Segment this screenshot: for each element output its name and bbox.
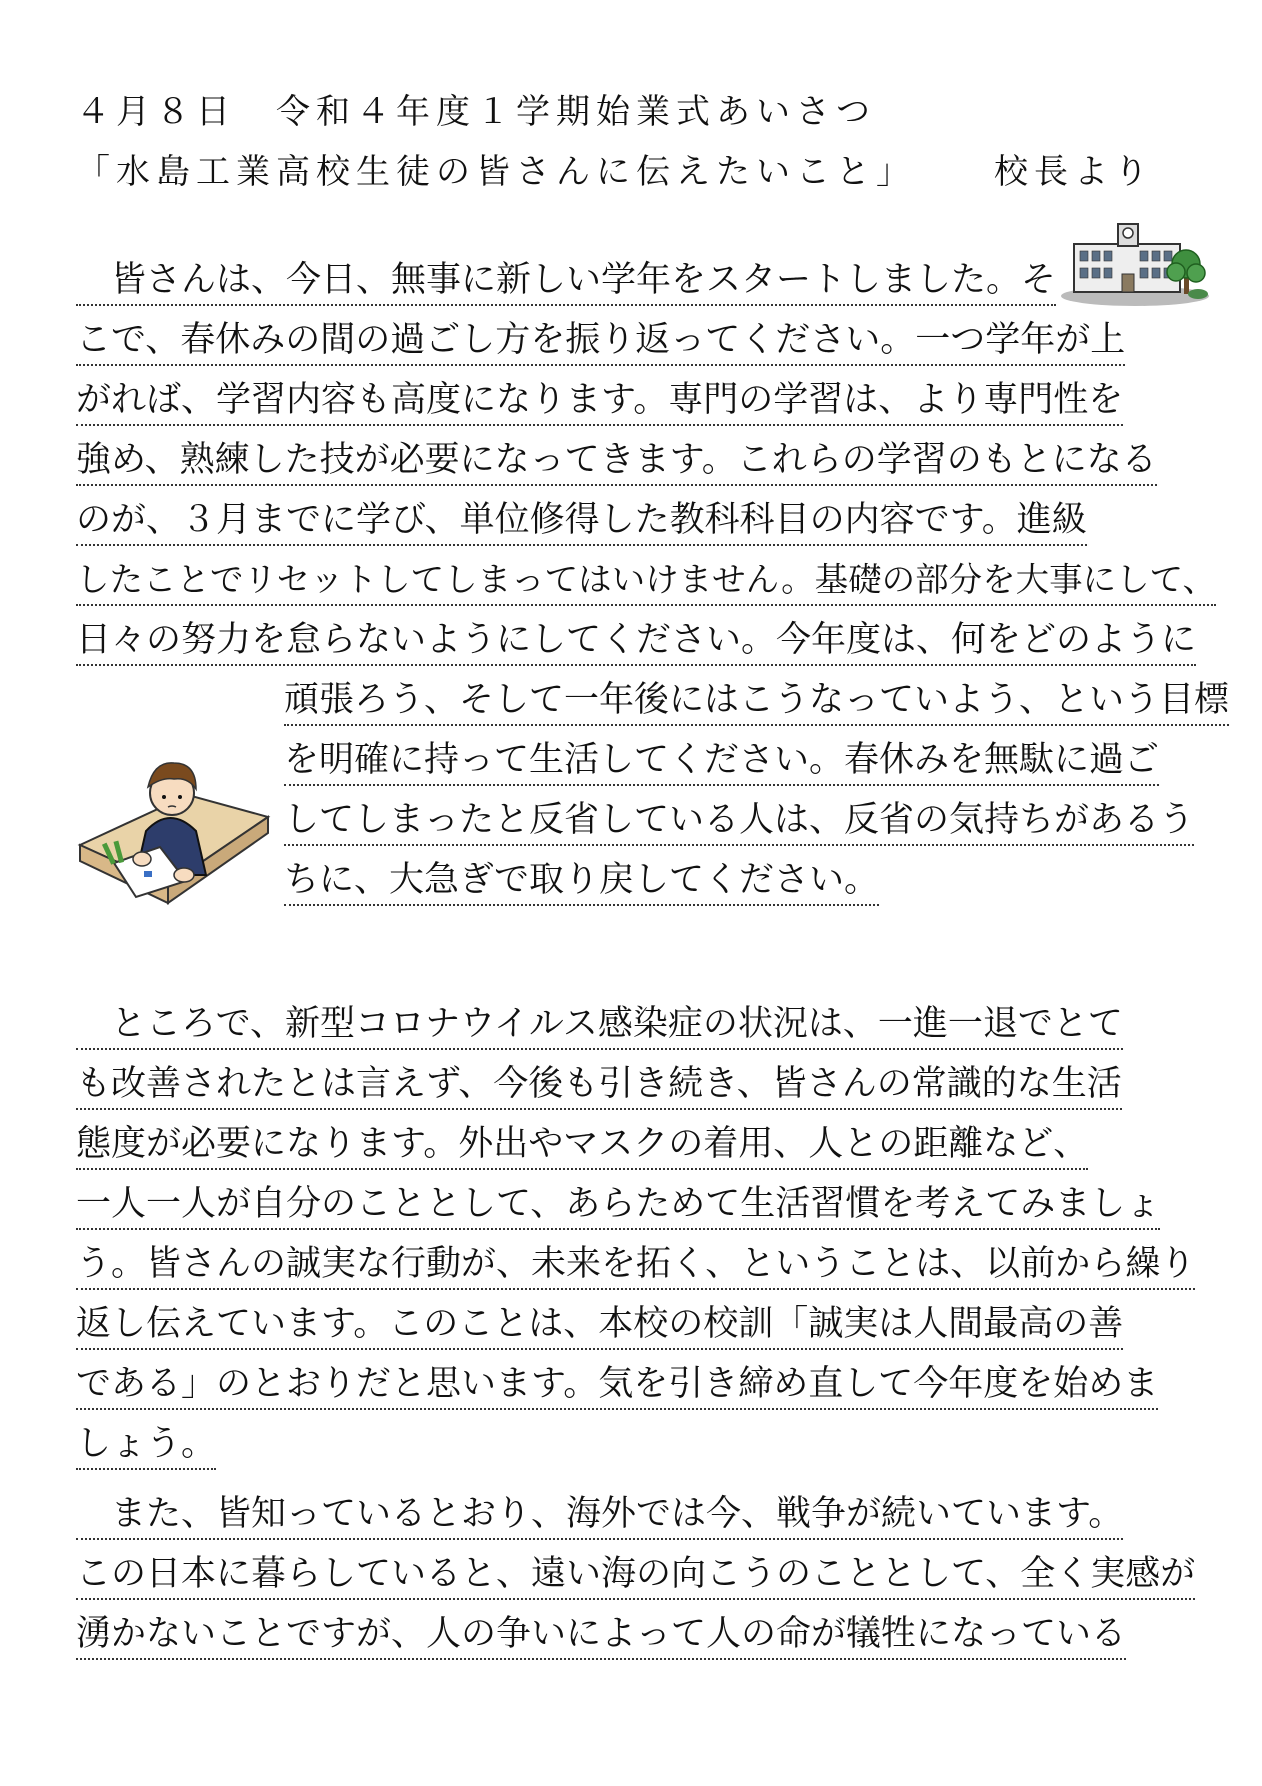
paragraph-line: 湧かないことですが、人の争いによって人の命が犠牲になっている	[76, 1612, 1126, 1660]
paragraph-line: 頑張ろう、そして一年後にはこうなっていよう、という目標	[284, 678, 1229, 726]
school-building-icon	[1060, 218, 1210, 308]
paragraph-line: 返し伝えています。このことは、本校の校訓「誠実は人間最高の善	[76, 1302, 1123, 1350]
paragraph-line: を明確に持って生活してください。春休みを無駄に過ご	[284, 738, 1159, 786]
studying-student-icon	[78, 735, 278, 915]
paragraph-line: う。皆さんの誠実な行動が、未来を拓く、ということは、以前から繰り	[76, 1242, 1195, 1290]
paragraph-line: 日々の努力を怠らないようにしてください。今年度は、何をどのように	[76, 618, 1196, 666]
paragraph-line: のが、３月までに学び、単位修得した教科科目の内容です。進級	[76, 498, 1087, 546]
paragraph-line: も改善されたとは言えず、今後も引き続き、皆さんの常識的な生活	[76, 1062, 1122, 1110]
paragraph-line: ところで、新型コロナウイルス感染症の状況は、一進一退でとて	[76, 1002, 1123, 1050]
paragraph-line: 強め、熟練した技が必要になってきます。これらの学習のもとになる	[76, 438, 1157, 486]
paragraph-line: 一人一人が自分のこととして、あらためて生活習慣を考えてみましょ	[76, 1182, 1160, 1230]
paragraph-line: 態度が必要になります。外出やマスクの着用、人との距離など、	[76, 1122, 1088, 1170]
paragraph-line: である」のとおりだと思います。気を引き締め直して今年度を始めま	[76, 1362, 1158, 1410]
paragraph-line: しょう。	[76, 1422, 216, 1470]
speech-title: 「水島工業高校生徒の皆さんに伝えたいこと」	[76, 152, 916, 192]
author-label: 校長より	[994, 152, 1154, 192]
paragraph-line: こで、春休みの間の過ごし方を振り返ってください。一つ学年が上	[76, 318, 1125, 366]
paragraph-line: ちに、大急ぎで取り戻してください。	[284, 858, 879, 906]
paragraph-line: 皆さんは、今日、無事に新しい学年をスタートしました。そ	[76, 258, 1056, 306]
paragraph-line: また、皆知っているとおり、海外では今、戦争が続いています。	[76, 1492, 1123, 1540]
paragraph-line: がれば、学習内容も高度になります。専門の学習は、より専門性を	[76, 378, 1123, 426]
date-heading: ４月８日 令和４年度１学期始業式あいさつ	[76, 92, 876, 132]
paragraph-line: してしまったと反省している人は、反省の気持ちがあるう	[284, 798, 1194, 846]
paragraph-line: したことでリセットしてしまってはいけません。基礎の部分を大事にして、	[76, 558, 1216, 606]
paragraph-line: この日本に暮らしていると、遠い海の向こうのこととして、全く実感が	[76, 1552, 1195, 1600]
